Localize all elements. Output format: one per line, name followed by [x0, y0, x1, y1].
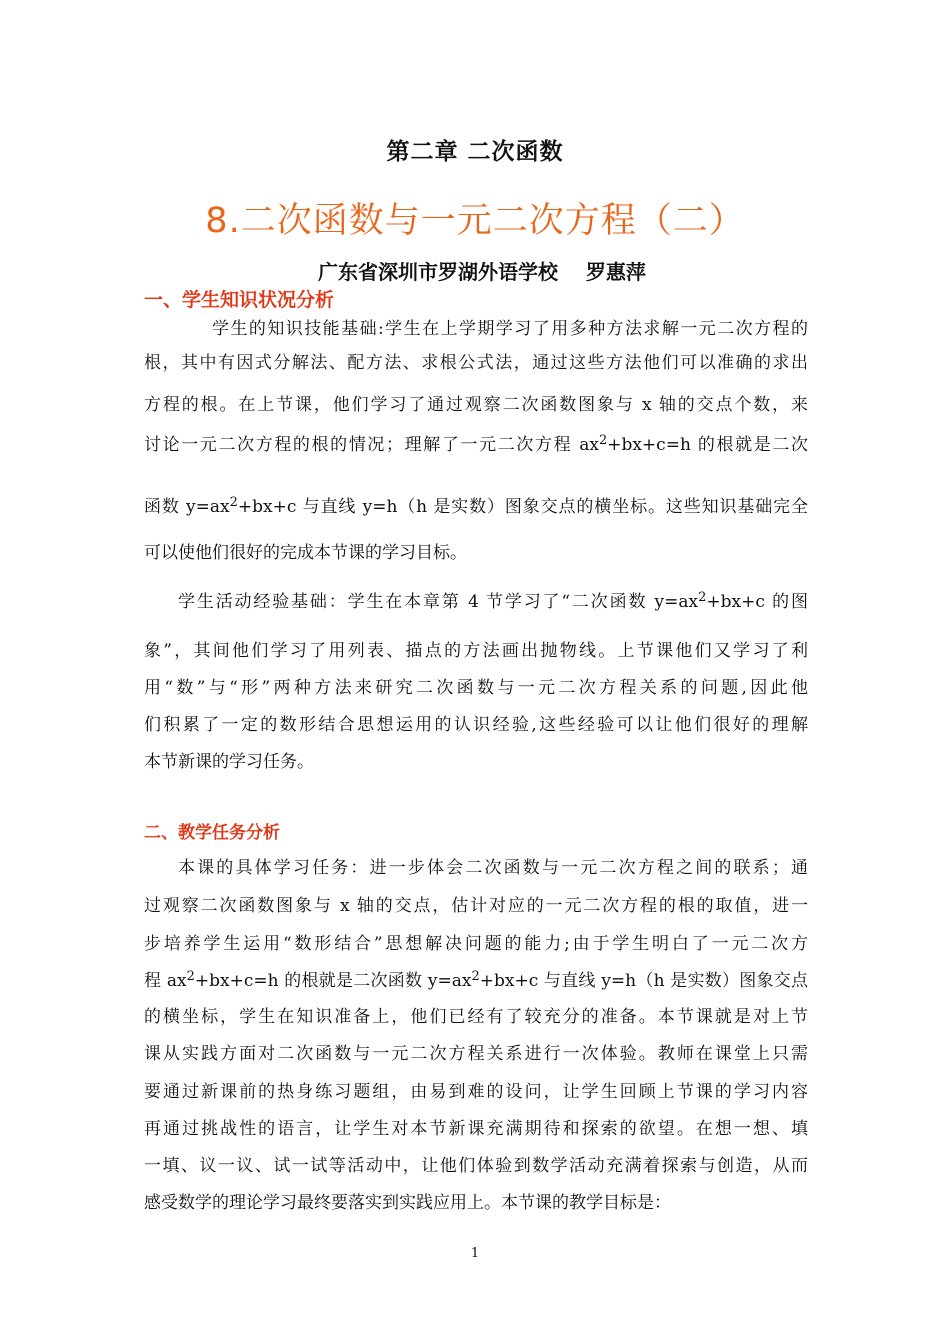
text-run: 程 ax — [144, 971, 187, 991]
paragraph-line: 本课的具体学习任务：进一步体会二次函数与一元二次方程之间的联系；通 — [178, 858, 808, 878]
paragraph-line: 本节新课的学习任务。 — [144, 752, 314, 772]
superscript: 2 — [698, 590, 707, 605]
author-line: 广东省深圳市罗湖外语学校 罗惠萍 — [318, 260, 646, 284]
text-run: +bx+c=h 的根就是二次 — [607, 435, 808, 455]
text-run: +bx+c 与直线 y=h（h 是实数）图象交点的横坐标。这些知识基础完全 — [237, 497, 808, 517]
text-run: 学生活动经验基础：学生在本章第 4 节学习了“二次函数 y=ax — [178, 592, 699, 612]
lesson-title: 8.二次函数与一元二次方程（二） — [205, 201, 745, 241]
text-run: 讨论一元二次方程的根的情况；理解了一元二次方程 ax — [144, 435, 599, 455]
section-heading-1: 一、学生知识状况分析 — [144, 289, 335, 311]
paragraph-line: 们积累了一定的数形结合思想运用的认识经验,这些经验可以让他们很好的理解 — [144, 715, 808, 735]
text-run: +bx+c 与直线 y=h（h 是实数）图象交点 — [479, 971, 808, 991]
section-heading-2: 二、教学任务分析 — [144, 823, 280, 843]
paragraph-line: 课从实践方面对二次函数与一元二次方程关系进行一次体验。教师在课堂上只需 — [144, 1044, 808, 1064]
paragraph-line: 要通过新课前的热身练习题组，由易到难的设问，让学生回顾上节课的学习内容 — [144, 1082, 808, 1102]
superscript: 2 — [186, 969, 195, 984]
paragraph-line — [144, 970, 808, 992]
paragraph-line — [144, 496, 808, 518]
paragraph-line: 根，其中有因式分解法、配方法、求根公式法，通过这些方法他们可以准确的求出 — [144, 353, 808, 373]
superscript: 2 — [598, 433, 608, 448]
paragraph-line: 用“数”与“形”两种方法来研究二次函数与一元二次方程关系的问题,因此他 — [144, 678, 808, 698]
paragraph-line: 可以使他们很好的完成本节课的学习目标。 — [144, 543, 467, 563]
text-run: 函数 y=ax — [144, 497, 230, 517]
text-run: +bx+c=h 的根就是二次函数 y=ax — [194, 971, 472, 991]
paragraph-line: 一填、议一议、试一试等活动中，让他们体验到数学活动充满着探索与创造，从而 — [144, 1156, 808, 1176]
paragraph-line — [144, 434, 808, 456]
paragraph-line: 过观察二次函数图象与 x 轴的交点，估计对应的一元二次方程的根的取值，进一 — [144, 896, 808, 916]
paragraph-line: 方程的根。在上节课，他们学习了通过观察二次函数图象与 x 轴的交点个数，来 — [144, 395, 808, 415]
paragraph-line: 再通过挑战性的语言，让学生对本节新课充满期待和探索的欲望。在想一想、填 — [144, 1119, 808, 1139]
chapter-title: 第二章 二次函数 — [386, 139, 564, 165]
paragraph-line: 感受数学的理论学习最终要落实到实践应用上。本节课的教学目标是： — [144, 1193, 671, 1213]
paragraph-line: 步培养学生运用“数形结合”思想解决问题的能力;由于学生明白了一元二次方 — [144, 934, 808, 954]
paragraph-line: 学生的知识技能基础:学生在上学期学习了用多种方法求解一元二次方程的 — [212, 319, 808, 339]
superscript: 2 — [229, 495, 238, 510]
paragraph-line: 的横坐标，学生在知识准备上，他们已经有了较充分的准备。本节课就是对上节 — [144, 1007, 808, 1027]
paragraph-line: 象”，其间他们学习了用列表、描点的方法画出抛物线。上节课他们又学习了利 — [144, 641, 808, 661]
superscript: 2 — [471, 969, 480, 984]
text-run: +bx+c 的图 — [706, 592, 808, 612]
page-number: 1 — [470, 1246, 480, 1261]
paragraph-line — [178, 591, 808, 613]
